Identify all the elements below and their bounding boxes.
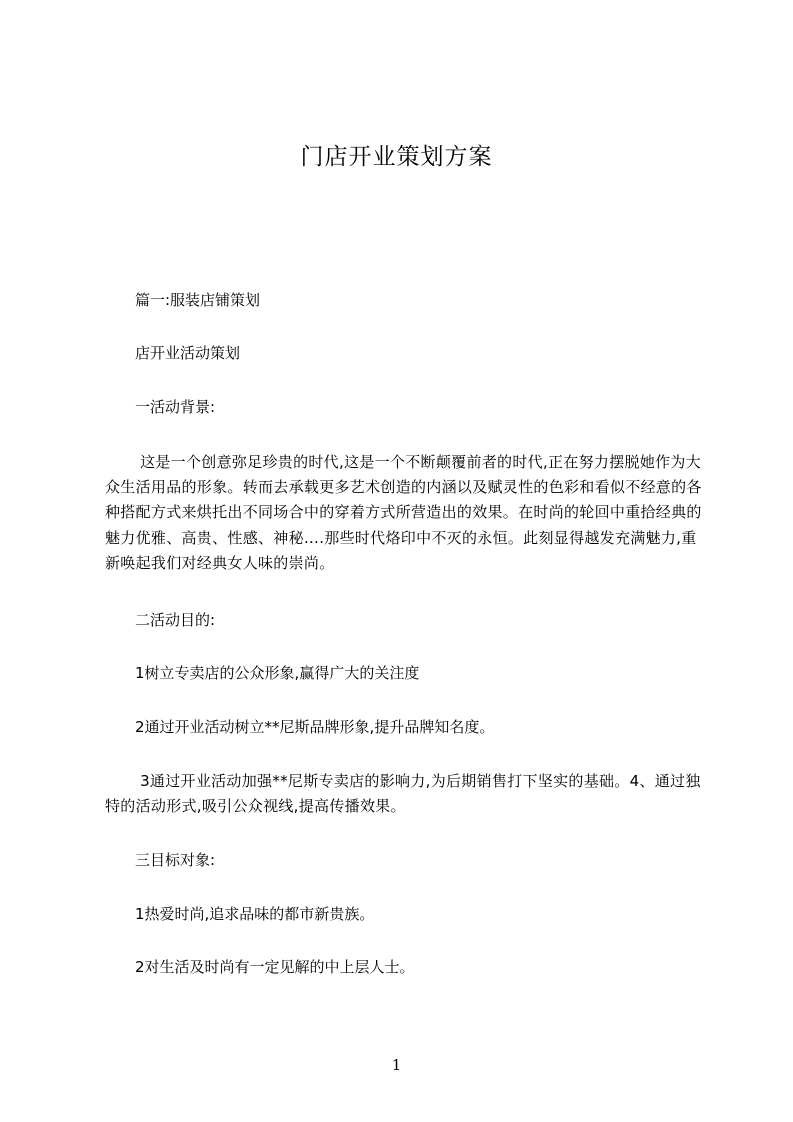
target-item-2: 2对生活及时尚有一定见解的中上层人士。 xyxy=(135,958,415,976)
goal-item-2: 2通过开业活动树立**尼斯品牌形象,提升品牌知名度。 xyxy=(135,718,495,736)
paragraph-background-body: 这是一个创意弥足珍贵的时代,这是一个不断颠覆前者的时代,正在努力摆脱她作为大众生活用品的形象。转而去承载更多艺术创造的内涵以及赋灵性的色彩和看似不经意的各种搭配方式来烘托出不同场合中的穿着方式所营造出的效果。在时尚的轮回中重拾经典的魅力优雅、高贵、性感、神秘….那些时代烙印中不灭的永恒。此刻显得越发充满魅力,重新唤起我们对经典女人味的崇尚。 xyxy=(105,453,702,572)
goal-item-3-4: 3通过开业活动加强**尼斯专卖店的影响力,为后期销售打下坚实的基础。4、通过独特的活动形式,吸引公众视线,提高传播效果。 xyxy=(105,772,701,816)
subheading-activity-plan: 店开业活动策划 xyxy=(135,344,241,362)
heading-activity-goals: 二活动目的: xyxy=(135,611,216,629)
heading-activity-background: 一活动背景: xyxy=(135,398,216,416)
section-heading-part-one: 篇一:服装店铺策划 xyxy=(135,291,261,309)
target-item-1: 1热爱时尚,追求品味的都市新贵族。 xyxy=(135,905,375,923)
document-title: 门店开业策划方案 xyxy=(300,144,493,170)
goal-item-1: 1树立专卖店的公众形象,赢得广大的关注度 xyxy=(135,664,420,682)
heading-target-audience: 三目标对象: xyxy=(135,851,216,869)
page-number: 1 xyxy=(391,1056,402,1074)
